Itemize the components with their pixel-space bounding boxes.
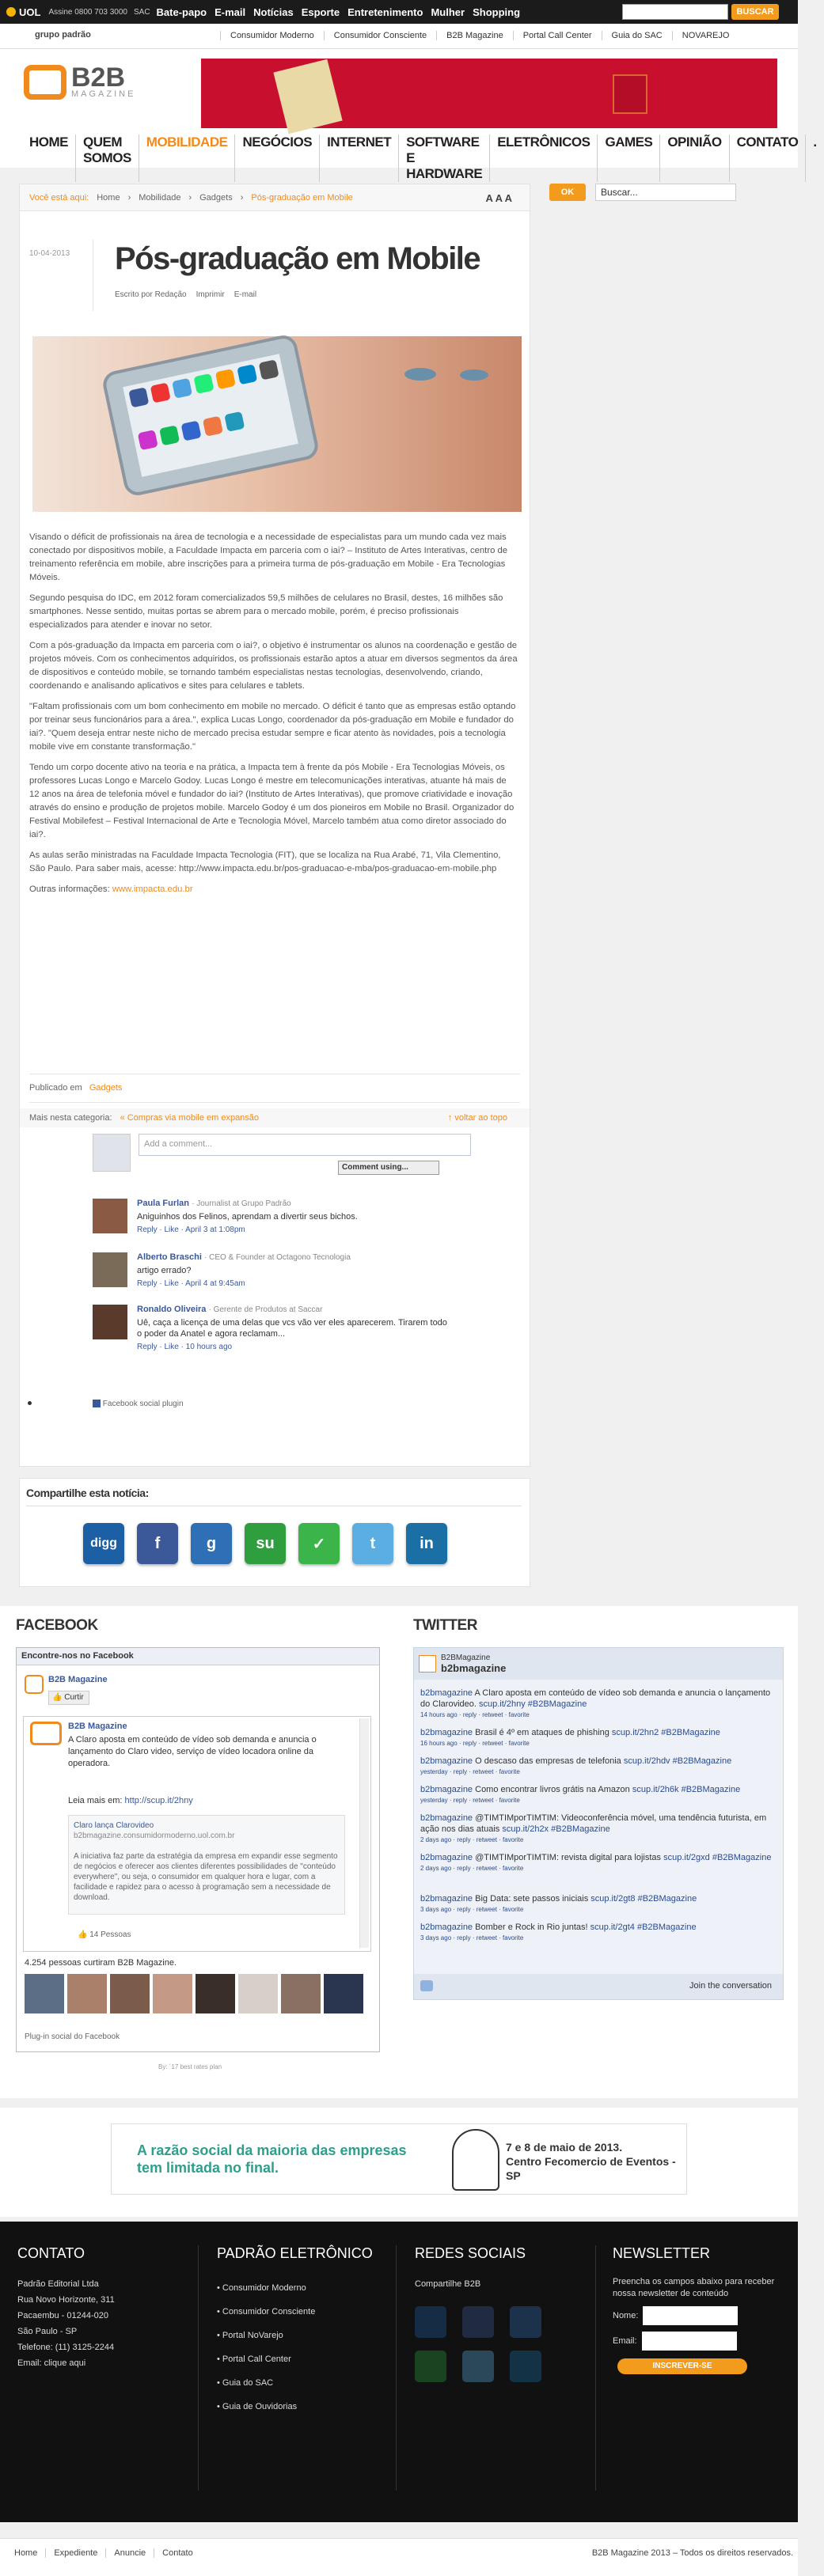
comment-actions[interactable]: Reply · Like · 10 hours ago: [137, 1343, 233, 1351]
fan-avatar[interactable]: [153, 1974, 192, 2013]
ad-text: A razão social da maioria das empresas tem limitada no final.: [137, 2142, 407, 2176]
twitter-icon[interactable]: [462, 2351, 494, 2382]
more-in-category: [20, 1108, 530, 1127]
feed-scrollbar[interactable]: [359, 1718, 369, 1948]
side-ok-button[interactable]: OK: [549, 184, 586, 201]
uol-subscribe[interactable]: Assine 0800 703 3000: [48, 7, 127, 17]
logo-subtext: MAGAZINE: [71, 89, 136, 99]
b2b-logo-icon: [24, 65, 66, 100]
nav-contato[interactable]: CONTATO: [730, 134, 807, 182]
tweet: b2bmagazine Como encontrar livros grátis na Amazon scup.it/2h6k #B2BMagazine yesterday · reply · retweet · favorite: [420, 1785, 741, 1804]
google-icon[interactable]: g: [191, 1523, 232, 1564]
facebook-page-name[interactable]: B2B Magazine: [48, 1675, 108, 1684]
nav-eletronicos[interactable]: ELETRÔNICOS: [490, 134, 598, 182]
facebook-comments: [93, 1134, 473, 1395]
tweet: b2bmagazine @TIMTIMporTIMTIM: Videoconferência móvel, uma tendência futurista, em ação nos dias atuais scup.it/2h2x #B2BMagazine 2 days ago · reply · retweet · favorite: [420, 1813, 767, 1843]
facebook-box-title: Encontre-nos no Facebook: [17, 1648, 379, 1665]
nav-home[interactable]: HOME: [22, 134, 76, 182]
newsletter-text: Preencha os campos abaixo para receber nossa newsletter de conteúdo: [613, 2277, 775, 2298]
portal-link[interactable]: Portal Call Center: [513, 31, 602, 40]
uol-search-button[interactable]: BUSCAR: [731, 4, 779, 20]
b2b-logo[interactable]: [24, 65, 135, 100]
user-avatar: [93, 1134, 131, 1172]
header-banner[interactable]: [201, 59, 777, 128]
footer-padrao: [217, 2245, 373, 2419]
app-icon: [259, 359, 279, 380]
card-title: Claro lança Clarovideo: [74, 1821, 154, 1830]
paragraph: Segundo pesquisa do IDC, em 2012 foram comercializados 59,5 milhões de celulares no Brasil, destes, 16 milhões são smartphones. Nesse sentido, muitas portas se abrem para o mercado mobile, porém, é preciso profissionais especializados para atender e inovar no setor.: [29, 593, 503, 630]
uol-nav-noticias[interactable]: Notícias: [253, 6, 294, 18]
fan-avatar[interactable]: [281, 1974, 321, 2013]
tweet: b2bmagazine @TIMTIMporTIMTIM: revista digital para lojistas scup.it/2gxd #B2BMagazine 2 days ago · reply · retweet · favorite: [420, 1853, 772, 1872]
link-card[interactable]: [68, 1815, 345, 1915]
join-conversation-link[interactable]: Join the conversation: [689, 1981, 772, 1991]
divider: [595, 2245, 596, 2491]
card-domain: b2bmagazine.consumidormoderno.uol.com.br: [74, 1832, 235, 1840]
comment: Paula Furlan · Journalist at Grupo Padrão Aniguinhos dos Felinos, aprendam a divertir seus bichos. Reply · Like · April 3 at 1:08pm: [93, 1199, 473, 1246]
nav-negocios[interactable]: NEGÓCIOS: [235, 134, 320, 182]
divider: [396, 2245, 397, 2491]
side-search-input[interactable]: Buscar...: [595, 184, 736, 201]
main-nav: [22, 134, 824, 182]
twitter-account[interactable]: b2bmagazine: [441, 1662, 507, 1674]
fan-avatar[interactable]: [196, 1974, 235, 2013]
uol-logo[interactable]: UOL: [6, 6, 40, 18]
banner-book-image: [273, 59, 342, 134]
fan-count: 4.254 pessoas curtiram B2B Magazine.: [25, 1958, 177, 1968]
fan-avatar[interactable]: [110, 1974, 150, 2013]
footer-link[interactable]: • Guia do SAC: [217, 2378, 274, 2388]
footer-newsletter-title: NEWSLETTER: [613, 2245, 711, 2261]
facebook-feed: [23, 1716, 371, 1952]
divider: [198, 2245, 199, 2491]
app-icon: [138, 430, 158, 450]
uol-logo-icon: [6, 7, 16, 17]
impacta-link[interactable]: www.impacta.edu.br: [112, 885, 193, 894]
avatar[interactable]: [93, 1252, 127, 1287]
post-avatar: [30, 1722, 62, 1745]
paragraph: Visando o déficit de profissionais na área de tecnologia e a necessidade de especialistas para um mundo cada vez mais conectado por dispositivos mobile, a Faculdade Impacta em parceria com o iai? – Instituto de Artes Interativas, centro de treinamento referência em mobile, abre inscrições para a primeira turma de pós-graduação em Mobile - Era Tecnologias Móveis.: [29, 532, 508, 582]
prev-article-link[interactable]: « Compras via mobile em expansão: [120, 1113, 260, 1123]
twitter-footer: [414, 1974, 783, 1999]
more-info: Outras informações: www.impacta.edu.br: [29, 885, 193, 894]
footer-redes: [415, 2245, 545, 2382]
facebook-icon[interactable]: f: [137, 1523, 178, 1564]
fan-faces: [25, 1974, 363, 2013]
breadcrumb-label: Você está aqui:: [29, 192, 89, 203]
messenger-icon[interactable]: ✓: [298, 1523, 340, 1564]
twitter-heading: TWITTER: [413, 1617, 477, 1634]
app-icon: [193, 373, 214, 394]
article-date: 10-04-2013: [29, 249, 70, 258]
card-likes: 👍 14 Pessoas: [78, 1930, 131, 1939]
post-author[interactable]: B2B Magazine: [68, 1722, 127, 1731]
paragraph: As aulas serão ministradas na Faculdade Impacta Tecnologia (FIT), que se localiza na Rua Arabé, 71, Vila Clementino, São Paulo. Para saber mais, acesse: http://www.impacta.edu.br/pos-graduacao-e-mba/pos-graduacao-em-mobile.php: [29, 850, 501, 873]
comment-text: artigo errado?: [137, 1266, 192, 1275]
article-container: [19, 184, 530, 1467]
uol-nav-email[interactable]: E-mail: [215, 6, 246, 18]
email-contact-link[interactable]: Email: clique aqui: [17, 2358, 86, 2368]
back-to-top-link[interactable]: ↑ voltar ao topo: [447, 1113, 507, 1123]
uol-nav-shopping[interactable]: Shopping: [473, 6, 521, 18]
share-icons: [83, 1523, 447, 1564]
app-icon: [172, 378, 192, 399]
banner-book-icon: [613, 74, 647, 114]
font-size-controls[interactable]: A A A: [485, 192, 512, 204]
twitter-header: B2BMagazine b2bmagazine: [414, 1648, 783, 1680]
footer-padrao-title: PADRÃO ELETRÔNICO: [217, 2245, 373, 2261]
newsletter-name-field[interactable]: [643, 2306, 738, 2325]
portal-link[interactable]: Consumidor Consciente: [324, 31, 436, 40]
article-author: Escrito por Redação: [115, 290, 187, 299]
commenter-name[interactable]: Paula Furlan: [137, 1199, 190, 1208]
nav-opiniao[interactable]: OPINIÃO: [660, 134, 729, 182]
avatar[interactable]: [93, 1305, 127, 1339]
tweet: b2bmagazine Bomber e Rock in Rio juntas! scup.it/2gt4 #B2BMagazine 3 days ago · reply · retweet · favorite: [420, 1923, 697, 1941]
footer: [0, 2222, 798, 2522]
comment: Alberto Braschi · CEO & Founder at Octagono Tecnologia artigo errado? Reply · Like · April 4 at 9:45am: [93, 1252, 473, 1300]
copyright: B2B Magazine 2013 – Todos os direitos reservados.: [591, 2548, 793, 2558]
footer-link[interactable]: • Guia de Ouvidorias: [217, 2402, 298, 2411]
uol-nav-bate-papo[interactable]: Bate-papo: [156, 6, 207, 18]
bottom-bar: [0, 2538, 798, 2576]
breadcrumb-mobilidade[interactable]: Mobilidade: [139, 192, 181, 203]
app-icon: [180, 420, 201, 441]
stumbleupon-icon[interactable]: [415, 2351, 446, 2382]
twitter-avatar[interactable]: [419, 1655, 436, 1673]
facebook-icon: [93, 1400, 101, 1407]
nav-games[interactable]: GAMES: [598, 134, 660, 182]
share-title: Compartilhe esta notícia:: [26, 1487, 149, 1499]
comment-using-select[interactable]: Comment using...: [338, 1161, 439, 1175]
card-text: A iniciativa faz parte da estratégia da empresa em expandir esse segmento de negócios e oferecer aos clientes diferentes possibilidades de "conteúdo everywhere", ou seja, o consumidor em qualquer hora e lugar, com a facilidade e rapidez para o acesso à programação sem a necessidade de download.: [74, 1852, 338, 1902]
app-icon: [224, 411, 245, 432]
portal-bar: [0, 24, 798, 49]
uol-nav-entretenimento[interactable]: Entretenimento: [347, 6, 423, 18]
comment-actions[interactable]: Reply · Like · April 3 at 1:08pm: [137, 1225, 245, 1234]
app-icon: [159, 425, 180, 445]
app-icon: [128, 387, 149, 407]
facebook-heading: FACEBOOK: [16, 1617, 98, 1634]
nav-mobilidade[interactable]: MOBILIDADE: [139, 134, 236, 182]
social-section: [0, 1606, 798, 2098]
published-in: Publicado em Gadgets: [29, 1083, 123, 1093]
ad-area: [0, 2108, 798, 2217]
post-text: A Claro aposta em conteúdo de vídeo sob demanda e anuncia o lançamento do Claro video, serviço de vídeo locadora online da operadora.: [68, 1735, 317, 1768]
logo-text: B2B: [71, 63, 126, 93]
nav-quem-somos[interactable]: QUEM SOMOS: [76, 134, 139, 182]
portal-link[interactable]: Consumidor Moderno: [220, 31, 324, 40]
facebook-plugin-label: Facebook social plugin: [93, 1400, 184, 1408]
thumbs-up-icon: 👍: [52, 1693, 65, 1702]
ad-illustration: [452, 2129, 499, 2191]
footer-link[interactable]: • Portal NoVarejo: [217, 2331, 283, 2340]
site-header: [0, 49, 817, 181]
tweet: b2bmagazine A Claro aposta em conteúdo de vídeo sob demanda e anuncia o lançamento do Clarovideo. scup.it/2hny #B2BMagazine 14 hours ago · reply · retweet · favorite: [420, 1688, 771, 1718]
post-read-more: Leia mais em: http://scup.it/2hny: [68, 1796, 193, 1805]
more-label: Mais nesta categoria:: [29, 1113, 112, 1123]
paragraph: Tendo um corpo docente ativo na teoria e na prática, a Impacta tem à frente da pós Mobile - Era Tecnologias Móveis, os professores Lucas Longo e Marcelo Godoy. Lucas Longo é mestre em telecomunicações interativas, atuante há mais de 12 anos na área de telefonia móvel e fundador do iai? (Instituto de Artes Interativas), que promove criatividade e inovação através do ensino e produção de projetos mobile. Marcelo Godoy é um dos pioneiros em Mobile no Brasil. Organizador do Festival Mobilefest – Festival Internacional de Arte e Tecnologia Móvel, Marcelo também atua como diretor associado do iai?.: [29, 763, 515, 839]
paragraph: "Faltam profissionais com um bom conhecimento em mobile no mercado. O déficit é tanto que as empresas estão optando por treinar seus funcionários para a área.", explica Lucas Longo, coordenador da pós-graduação em Mobile e fundador do iai?. "Quem deseja entrar neste nicho de mercado precisa estudar sempre e ficar atento às novidades, pois a tecnologia mobile vive em constante transformação.": [29, 702, 516, 752]
like-icon: 👍: [78, 1930, 90, 1939]
tweet: b2bmagazine Brasil é 4º em ataques de phishing scup.it/2hn2 #B2BMagazine 16 hours ago · reply · retweet · favorite: [420, 1728, 720, 1747]
breadcrumb-gadgets[interactable]: Gadgets: [199, 192, 233, 203]
comment-text: Aniguinhos dos Felinos, aprendam a divertir seus bichos.: [137, 1212, 358, 1222]
google-icon[interactable]: [510, 2306, 541, 2338]
digg-icon[interactable]: digg: [83, 1523, 124, 1564]
breadcrumb-current: Pós-graduação em Mobile: [251, 192, 353, 203]
uol-nav: [157, 6, 520, 18]
like-button[interactable]: 👍 Curtir: [48, 1691, 89, 1705]
comment-actions[interactable]: Reply · Like · April 4 at 9:45am: [137, 1279, 245, 1288]
social-icons: [415, 2306, 545, 2382]
facebook-plugin-label: Plug-in social do Facebook: [25, 2032, 120, 2041]
twitter-widget: [413, 1647, 784, 2000]
bottom-link-anuncie[interactable]: Anuncie: [106, 2548, 154, 2558]
ad-banner[interactable]: [111, 2123, 687, 2195]
arrow-up-icon: ↑: [447, 1113, 455, 1123]
footer-link[interactable]: • Consumidor Moderno: [217, 2283, 306, 2293]
facebook-by-line: By: ´17 best rates plan: [158, 2063, 222, 2070]
app-icon: [150, 382, 171, 403]
linkedin-icon[interactable]: [510, 2351, 541, 2382]
footer-redes-title: REDES SOCIAIS: [415, 2245, 526, 2261]
uol-nav-mulher[interactable]: Mulher: [431, 6, 465, 18]
portal-link[interactable]: NOVAREJO: [672, 31, 739, 40]
paragraph: Com a pós-graduação da Impacta em parceria com o iai?, o objetivo é instrumentar os alunos na coordenação e gestão de projetos móveis. Com os conhecimentos adquiridos, os profissionais estarão aptos a atuar em diversos segmentos da área de dispositivos e conteúdo mobile, se tornando também especialistas nestas tecnologias, desenvolvendo, criando, coordenando e analisando aplicativos e sites para celulares e tablets.: [29, 641, 518, 691]
fan-avatar[interactable]: [238, 1974, 278, 2013]
article-body: [29, 531, 518, 903]
footer-newsletter: NEWSLETTER Preencha os campos abaixo para receber nossa newsletter de conteúdo Nome: Email: INSCREVER-SE: [613, 2245, 779, 2374]
digg-icon[interactable]: [415, 2306, 446, 2338]
footer-link[interactable]: • Portal Call Center: [217, 2354, 291, 2364]
bottom-link-expediente[interactable]: Expediente: [46, 2548, 106, 2558]
ad-event: 7 e 8 de maio de 2013. Centro Fecomercio de Eventos - SP: [506, 2141, 676, 2182]
uol-top-bar: [0, 0, 798, 24]
print-link[interactable]: Imprimir: [196, 290, 225, 299]
footer-contato: CONTATO Padrão Editorial Ltda Rua Novo Horizonte, 311 Pacaembu - 01244-020 São Paulo - SP Telefone: (11) 3125-2244 Email: clique aqui: [17, 2245, 115, 2371]
facebook-like-box: [16, 1647, 380, 2052]
grupo-padrao-logo[interactable]: grupo padrão: [35, 30, 91, 40]
comment-text: Uê, caça a licença de uma delas que vcs vão ver eles aparecerem. Tirarem todo o poder da Anatel e agora reclamam...: [137, 1318, 447, 1339]
tweet: b2bmagazine O descaso das empresas de telefonia scup.it/2hdv #B2BMagazine yesterday · reply · retweet · favorite: [420, 1756, 732, 1775]
app-icon: [215, 369, 236, 389]
category-link[interactable]: Gadgets: [89, 1083, 123, 1093]
bullet: [28, 1401, 32, 1405]
bottom-link-home[interactable]: Home: [6, 2548, 46, 2558]
page-avatar: [25, 1675, 44, 1694]
nav-extra: .: [813, 134, 817, 150]
fan-avatar[interactable]: [324, 1974, 363, 2013]
stumbleupon-icon[interactable]: su: [245, 1523, 286, 1564]
nav-software-hardware[interactable]: SOFTWARE E HARDWARE: [399, 134, 490, 182]
tweet: b2bmagazine Big Data: sete passos iniciais scup.it/2gt8 #B2BMagazine 3 days ago · reply · retweet · favorite: [420, 1894, 697, 1913]
uol-search-input[interactable]: [622, 4, 728, 20]
footer-link[interactable]: • Consumidor Consciente: [217, 2307, 316, 2317]
nav-internet[interactable]: INTERNET: [320, 134, 399, 182]
uol-sac[interactable]: SAC: [133, 7, 150, 17]
portal-link[interactable]: Guia do SAC: [602, 31, 672, 40]
bottom-link-contato[interactable]: Contato: [162, 2548, 193, 2558]
bottom-links: [6, 2548, 201, 2558]
app-icon: [237, 364, 257, 385]
footer-contato-title: CONTATO: [17, 2245, 85, 2261]
facebook-icon[interactable]: [462, 2306, 494, 2338]
linkedin-icon[interactable]: in: [406, 1523, 447, 1564]
uol-nav-esporte[interactable]: Esporte: [301, 6, 340, 18]
comment: Ronaldo Oliveira · Gerente de Produtos at Saccar Uê, caça a licença de uma delas que vcs vão ver eles aparecerem. Tirarem todo o poder da Anatel e agora reclamam... Reply · Like · 10 hours ago: [93, 1305, 473, 1352]
share-box: [19, 1478, 530, 1587]
fan-avatar[interactable]: [67, 1974, 107, 2013]
commenter-name[interactable]: Ronaldo Oliveira: [137, 1305, 207, 1314]
twitter-bird-icon: [420, 1980, 433, 1991]
newsletter-email-field[interactable]: [642, 2332, 737, 2351]
post-link[interactable]: http://scup.it/2hny: [124, 1796, 193, 1805]
divider: [29, 1102, 520, 1103]
article-title: Pós-graduação em Mobile: [115, 241, 480, 276]
portal-link[interactable]: B2B Magazine: [436, 31, 513, 40]
breadcrumb-home[interactable]: Home: [97, 192, 120, 203]
article-image: [32, 336, 522, 512]
email-link[interactable]: E-mail: [234, 290, 257, 299]
avatar[interactable]: [93, 1199, 127, 1233]
footer-redes-sub: Compartilhe B2B: [415, 2279, 481, 2289]
portal-links: [220, 31, 739, 40]
fan-avatar[interactable]: [25, 1974, 64, 2013]
comment-input[interactable]: Add a comment...: [139, 1134, 471, 1156]
commenter-name[interactable]: Alberto Braschi: [137, 1252, 202, 1262]
breadcrumb: Você está aqui: Home › Mobilidade › Gadgets › Pós-graduação em Mobile A A A: [20, 184, 530, 211]
article-meta: [115, 290, 256, 299]
twitter-icon[interactable]: t: [352, 1523, 393, 1564]
subscribe-button[interactable]: INSCREVER-SE: [617, 2358, 747, 2374]
app-icon: [203, 416, 223, 437]
